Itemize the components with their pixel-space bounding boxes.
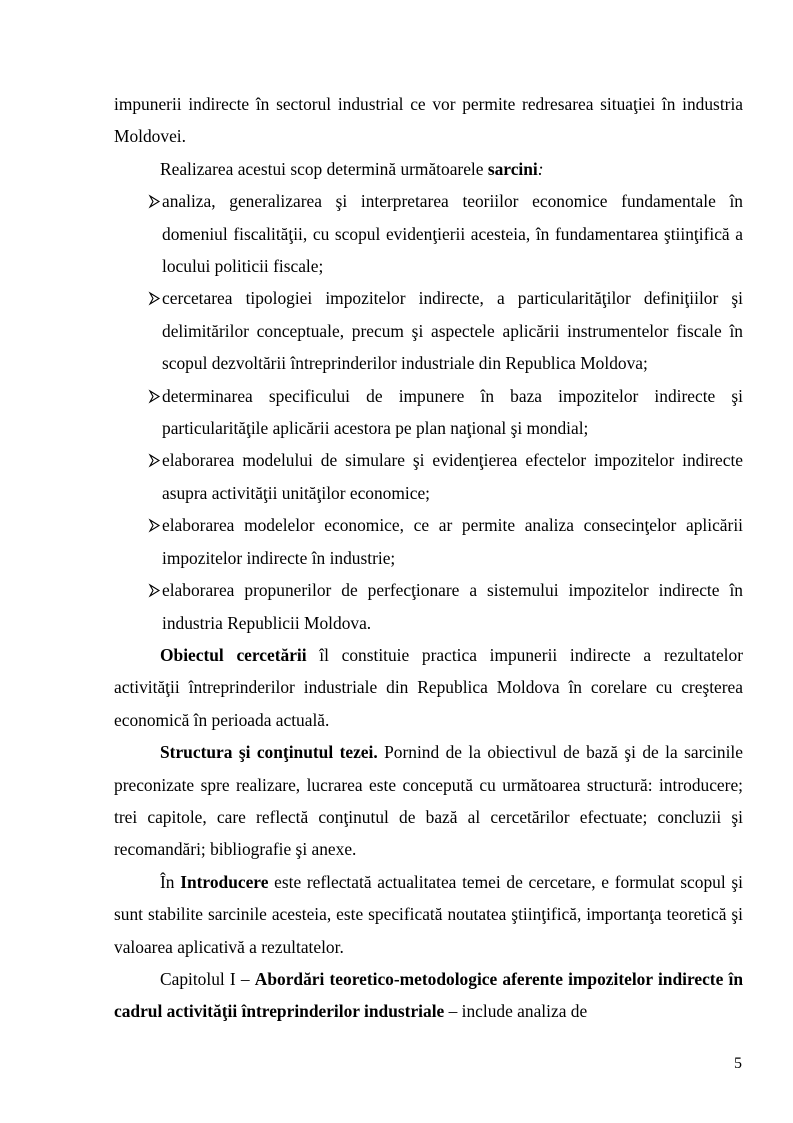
introduction-prefix: În xyxy=(160,871,181,892)
paragraph-1: impunerii indirecte în sectorul industrial ce vor permite redresarea situaţiei în industria Moldovei. xyxy=(114,94,743,147)
chapter-1-prefix: Capitolul I – xyxy=(160,968,255,989)
list-item-text: determinarea specificului de impunere în baza impozitelor indirecte şi particularităţile aplicării acestora pe plan naţional şi mondial; xyxy=(162,385,743,439)
list-item-text: elaborarea propunerilor de perfecţionare a sistemului impozitelor indirecte în industria Republicii Moldova. xyxy=(162,580,743,633)
tasks-keyword: sarcini xyxy=(487,158,538,179)
tasks-colon: : xyxy=(537,158,544,179)
chapter-1-text: – include analiza de xyxy=(444,1001,588,1022)
paragraph-chapter-1 xyxy=(114,963,743,1028)
arrow-bullet-icon xyxy=(148,509,162,541)
list-item xyxy=(114,509,743,574)
paragraph-structure xyxy=(114,736,743,866)
list-item xyxy=(114,574,743,639)
list-item-text: elaborarea modelului de simulare şi evidenţierea efectelor impozitelor indirecte asupra activităţii unităţilor economice; xyxy=(162,450,743,503)
list-item-text: elaborarea modelelor economice, ce ar permite analiza consecinţelor aplicării impozitelor indirecte în industrie; xyxy=(162,515,743,568)
object-text: îl constituie practica impunerii indirecte a rezultatelor activităţii întreprinderilor industriale din Republica Moldova în corelare cu creşterea economică în perioada actuală. xyxy=(114,644,743,730)
paragraph-object xyxy=(114,639,743,736)
document-page xyxy=(114,88,743,1028)
arrow-bullet-icon xyxy=(148,574,162,606)
tasks-intro-text: Realizarea acestui scop determină următoarele xyxy=(160,158,488,179)
object-heading: Obiectul cercetării xyxy=(160,644,307,665)
arrow-bullet-icon xyxy=(148,444,162,476)
arrow-bullet-icon xyxy=(148,282,162,314)
list-item xyxy=(114,444,743,509)
paragraph-introduction xyxy=(114,866,743,963)
arrow-bullet-icon xyxy=(148,185,162,217)
list-item-text: cercetarea tipologiei impozitelor indirecte, a particularităţilor definiţiilor şi delimitărilor conceptuale, precum şi aspectele aplicării instrumentelor fiscale în scopul dezvoltării întreprinderilor industriale din Republica Moldova; xyxy=(162,288,743,374)
structure-heading: Structura şi conţinutul tezei. xyxy=(160,742,378,763)
paragraph-tasks-intro xyxy=(114,153,743,185)
tasks-list xyxy=(114,185,743,639)
list-item-text: analiza, generalizarea şi interpretarea teoriilor economice fundamentale în domeniul fiscalităţii, cu scopul evidenţierii acesteia, în fundamentarea ştiinţifică a locului politicii fiscale; xyxy=(162,191,743,277)
chapter-1-title: Abordări teoretico-metodologice aferente impozitelor indirecte în cadrul activităţii întreprinderilor industriale xyxy=(114,968,743,1022)
arrow-bullet-icon xyxy=(148,380,162,412)
introduction-text: este reflectată actualitatea temei de cercetare, e formulat scopul şi sunt stabilite sarcinile acesteia, este specificată noutatea ştiinţifică, importanţa teoretică şi valoarea aplicativă a rezultatelor. xyxy=(114,871,743,957)
list-item xyxy=(114,380,743,445)
introduction-heading: Introducere xyxy=(180,871,269,892)
list-item xyxy=(114,185,743,282)
list-item xyxy=(114,282,743,379)
structure-text: Pornind de la obiectivul de bază şi de la sarcinile preconizate spre realizare, lucrarea este concepută cu următoarea structură: introducere; trei capitole, care reflectă conţinutul de bază al cercetărilor efectuate; concluzii şi recomandări; bibliografie şi anexe. xyxy=(114,742,743,860)
page-number: 5 xyxy=(734,1055,742,1072)
